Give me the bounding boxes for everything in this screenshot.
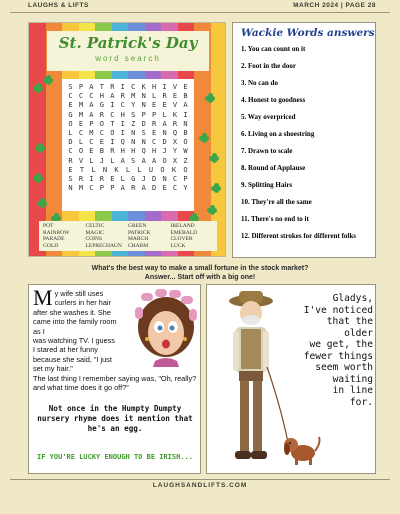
story-line: came into the family room [33,317,117,327]
grid-letter: H [120,110,125,119]
letter-grid [62,79,194,211]
word-list-item: RAINBOW [43,229,70,236]
grid-letter: E [172,92,178,101]
grid-letter: L [120,174,125,183]
clover-icon [207,205,217,215]
drop-cap: M [33,285,53,310]
grid-letter: C [110,110,115,119]
quote-line: in line [332,385,373,396]
grid-letter: C [89,92,94,101]
answer-item: 3. No can do [241,79,278,87]
quote-line: for. [349,396,373,408]
gladys-cartoon-panel [206,284,376,474]
story-line: I stared at her funny [33,345,98,355]
grid-letter: N [131,128,136,137]
grid-letter: O [162,156,167,165]
grid-letter: N [68,184,73,193]
quote-line: fewer things [303,350,373,362]
grid-letter: O [160,165,165,174]
story-line: as I [33,326,45,336]
grid-letter: S [68,83,73,91]
grid-letter: P [183,174,188,183]
grid-letter: E [183,83,188,91]
word-list-item: MARCH [128,236,149,242]
curlers-story-panel [28,284,201,474]
grid-letter: J [162,147,167,156]
grid-letter: C [131,83,136,91]
story-line: curlers in her hair [54,298,111,308]
humpty-dumpty-joke: Not once in the Humpty Dumpty nursery rhyme does it mention that he's an egg. [37,404,193,433]
old-man-illustration [211,287,291,473]
grid-letter: A [89,83,94,91]
grid-letter: T [79,165,85,174]
clover-icon [37,198,47,208]
grid-letter: A [89,101,94,110]
grid-letter: I [110,101,115,110]
grid-row [66,138,190,147]
clover-icon [205,93,215,103]
grid-letter: I [183,110,188,119]
grid-letter: N [141,92,146,101]
answer-item: 4. Honest to goodness [241,96,306,104]
answer-item: 12. Different strokes for different folks [241,232,356,240]
grid-letter: P [78,83,84,91]
grid-letter: A [152,156,157,165]
grid-letter: G [131,174,136,183]
stock-joke-answer: Answer... Start off with a big one! [144,274,256,281]
grid-letter: B [183,92,188,101]
grid-letter: D [152,184,157,193]
grid-letter: L [152,92,157,101]
word-list-item: CELTIC [85,223,105,229]
quote-line: I've noticed [303,304,373,316]
answer-item: 6. Living on a shoestring [241,130,315,138]
header-issue: MARCH 2024 | PAGE 28 [293,2,376,9]
grid-letter: O [68,119,73,128]
grid-letter: A [120,184,125,193]
grid-letter: M [89,128,94,137]
grid-letter: O [183,138,188,147]
grid-letter: W [183,147,188,156]
word-search-puzzle [28,22,226,257]
grid-letter: R [68,156,73,165]
grid-row [66,166,190,175]
header-title: LAUGHS & LIFTS [28,2,89,9]
grid-letter: P [99,184,104,193]
clover-icon [43,75,53,85]
word-list-item: CHARM [128,242,149,249]
answers-list [241,41,367,242]
grid-letter: N [183,119,188,128]
grid-letter: H [99,92,104,101]
grid-letter: R [120,92,125,101]
grid-row [66,157,190,166]
story-line: was watching TV. I guess [33,336,115,346]
grid-letter: L [91,165,96,174]
grid-letter: P [141,110,146,119]
grid-letter: I [162,83,167,91]
grid-letter: E [89,147,94,156]
grid-letter: R [99,110,104,119]
grid-letter: C [172,174,178,183]
clover-icon [35,143,45,153]
footer-rule [10,479,390,480]
grid-letter: T [110,119,115,128]
grid-row [66,111,190,120]
grid-row [66,184,190,193]
word-search-banner [47,31,209,71]
grid-letter: J [141,174,146,183]
answer-item: 5. Way overpriced [241,113,296,121]
story-line: set my hair." [33,364,73,374]
grid-letter: N [162,128,167,137]
clover-icon [33,83,43,93]
grid-letter: O [99,119,104,128]
grid-letter: H [131,147,136,156]
grid-row [66,147,190,156]
header-rule [10,12,390,13]
grid-letter: D [162,138,167,147]
grid-letter: M [78,184,84,193]
grid-letter: P [89,119,94,128]
grid-letter: B [99,147,104,156]
quote-line: older [344,327,373,339]
grid-letter: R [99,174,104,183]
grid-letter: U [148,165,154,174]
wackie-words-answers [232,22,376,258]
grid-letter: N [141,101,146,110]
grid-letter: A [89,110,94,119]
grid-letter: X [172,138,178,147]
grid-letter: D [68,138,73,147]
grid-letter: E [68,165,73,174]
grid-letter: S [68,174,73,183]
grid-letter: A [141,184,146,193]
grid-letter: A [162,119,167,128]
grid-letter: R [131,184,136,193]
grid-letter: E [162,184,167,193]
stock-joke [0,264,400,282]
grid-letter: L [68,128,73,137]
answer-item: 11. There's no end to it [241,215,309,223]
grid-letter: L [162,110,167,119]
word-list-item: PARADE [43,236,65,242]
grid-letter: G [68,110,73,119]
quote-line: waiting [332,373,373,385]
grid-letter: L [110,156,115,165]
grid-letter: S [141,128,146,137]
gladys-quote [287,293,373,408]
answer-item: 1. You can count on it [241,45,306,53]
word-search-subtitle: word search [95,54,161,63]
grid-letter: D [152,174,157,183]
quote-line: we get, the [309,339,373,350]
lucky-irish-line: IF YOU'RE LUCKY ENOUGH TO BE IRISH... [37,453,193,461]
grid-letter: C [99,128,104,137]
grid-letter: Q [141,147,146,156]
grid-letter: S [131,110,136,119]
grid-letter: H [120,147,125,156]
grid-letter: E [162,101,167,110]
stock-joke-question: What's the best way to make a small fortune in the stock market? [91,265,309,272]
grid-letter: N [141,138,146,147]
word-list [39,221,217,251]
grid-letter: C [78,128,84,137]
grid-letter: R [110,83,115,91]
grid-letter: T [99,83,104,91]
story-line: y wife still uses [54,289,104,298]
grid-letter: L [137,165,142,174]
grid-letter: D [141,119,146,128]
grid-letter: I [120,83,125,91]
story-line: because she said, "I just [33,354,112,364]
grid-row [66,120,190,129]
word-list-item: IRELAND [170,223,195,229]
grid-letter: V [172,101,178,110]
clover-icon [199,133,209,143]
grid-letter: C [172,184,178,193]
word-list-item: LEPRECHAUN [85,242,122,249]
curlers-story-text [33,285,201,393]
word-list-item: GOLD [43,242,59,249]
quote-line: that the [326,316,373,327]
grid-letter: P [152,110,157,119]
word-list-item: COINS [85,236,103,242]
grid-letter: C [152,138,157,147]
word-list-item: EMERALD [170,229,198,236]
grid-letter: I [120,128,125,137]
grid-letter: B [183,128,188,137]
grid-row [66,129,190,138]
quote-line: Gladys, [332,293,373,304]
word-list-item: MAGIC [85,229,104,236]
grid-letter: O [183,165,188,174]
quote-line: seem worth [315,362,373,373]
word-list-item: GREEN [128,223,147,229]
grid-letter: M [131,92,136,101]
grid-letter: L [78,138,84,147]
grid-letter: N [162,174,167,183]
grid-letter: C [120,101,125,110]
grid-letter: E [152,128,157,137]
word-list-item: POT [43,223,54,229]
word-list-item: LUCK [170,242,186,249]
grid-letter: M [78,101,84,110]
grid-letter: G [99,101,104,110]
grid-letter: E [68,101,73,110]
grid-letter: E [110,174,115,183]
answer-item: 9. Splitting Hairs [241,181,293,189]
clover-icon [211,183,221,193]
grid-letter: L [89,156,94,165]
grid-letter: V [172,83,178,91]
grid-letter: Y [183,184,188,193]
grid-letter: I [89,174,94,183]
grid-letter: S [131,156,136,165]
grid-letter: K [172,110,178,119]
grid-letter: R [152,119,157,128]
grid-row [66,101,190,110]
grid-letter: K [171,165,177,174]
grid-letter: Y [172,147,178,156]
word-list-item: PATRICK [128,229,151,236]
grid-letter: C [89,184,94,193]
grid-letter: I [110,138,115,147]
answer-item: 2. Foot in the door [241,62,297,70]
grid-letter: O [110,128,115,137]
grid-letter: R [162,92,167,101]
story-line: The last thing I remember saying was, "Oh, really? and what time does it go off?" [33,373,197,393]
grid-letter: C [68,92,73,101]
answer-item: 10. They're all the same [241,198,312,206]
grid-letter: P [110,184,115,193]
grid-row [66,83,190,92]
grid-letter: E [99,138,104,147]
grid-letter: R [78,174,84,183]
word-search-title: St. Patrick's Day [58,34,198,52]
grid-letter: J [99,156,104,165]
grid-letter: E [152,101,157,110]
grid-letter: Q [172,128,178,137]
grid-letter: Q [120,138,125,147]
grid-letter: R [172,119,178,128]
clover-icon [209,153,219,163]
grid-letter: M [78,110,84,119]
clover-icon [33,173,43,183]
grid-letter: C [78,92,84,101]
grid-letter: X [172,156,178,165]
grid-row [66,175,190,184]
grid-letter: N [102,165,108,174]
grid-letter: N [131,138,136,147]
grid-letter: A [141,156,146,165]
grid-letter: H [152,147,157,156]
grid-letter: A [183,101,188,110]
grid-letter: H [152,83,157,91]
grid-letter: I [120,119,125,128]
answer-item: 7. Drawn to scale [241,147,293,155]
dog-illustration [281,425,323,467]
answer-item: 8. Round of Applause [241,164,306,172]
grid-letter: K [141,83,146,91]
grid-letter: Z [183,156,188,165]
grid-letter: A [120,156,125,165]
footer-url: LAUGHSANDLIFTS.COM [152,482,248,489]
grid-letter: V [78,156,84,165]
grid-letter: E [78,119,84,128]
grid-letter: C [68,147,73,156]
grid-letter: O [78,147,84,156]
grid-letter: Z [131,119,136,128]
answers-title: Wackie Words answers [241,27,375,39]
grid-letter: Y [131,101,136,110]
grid-letter: K [114,165,119,174]
story-line: after she washes it. She [33,307,111,317]
word-list-item: CLOVER [170,236,193,242]
grid-row [66,92,190,101]
grid-letter: A [110,92,115,101]
grid-letter: L [125,165,131,174]
grid-letter: R [110,147,115,156]
grid-letter: C [89,138,94,147]
